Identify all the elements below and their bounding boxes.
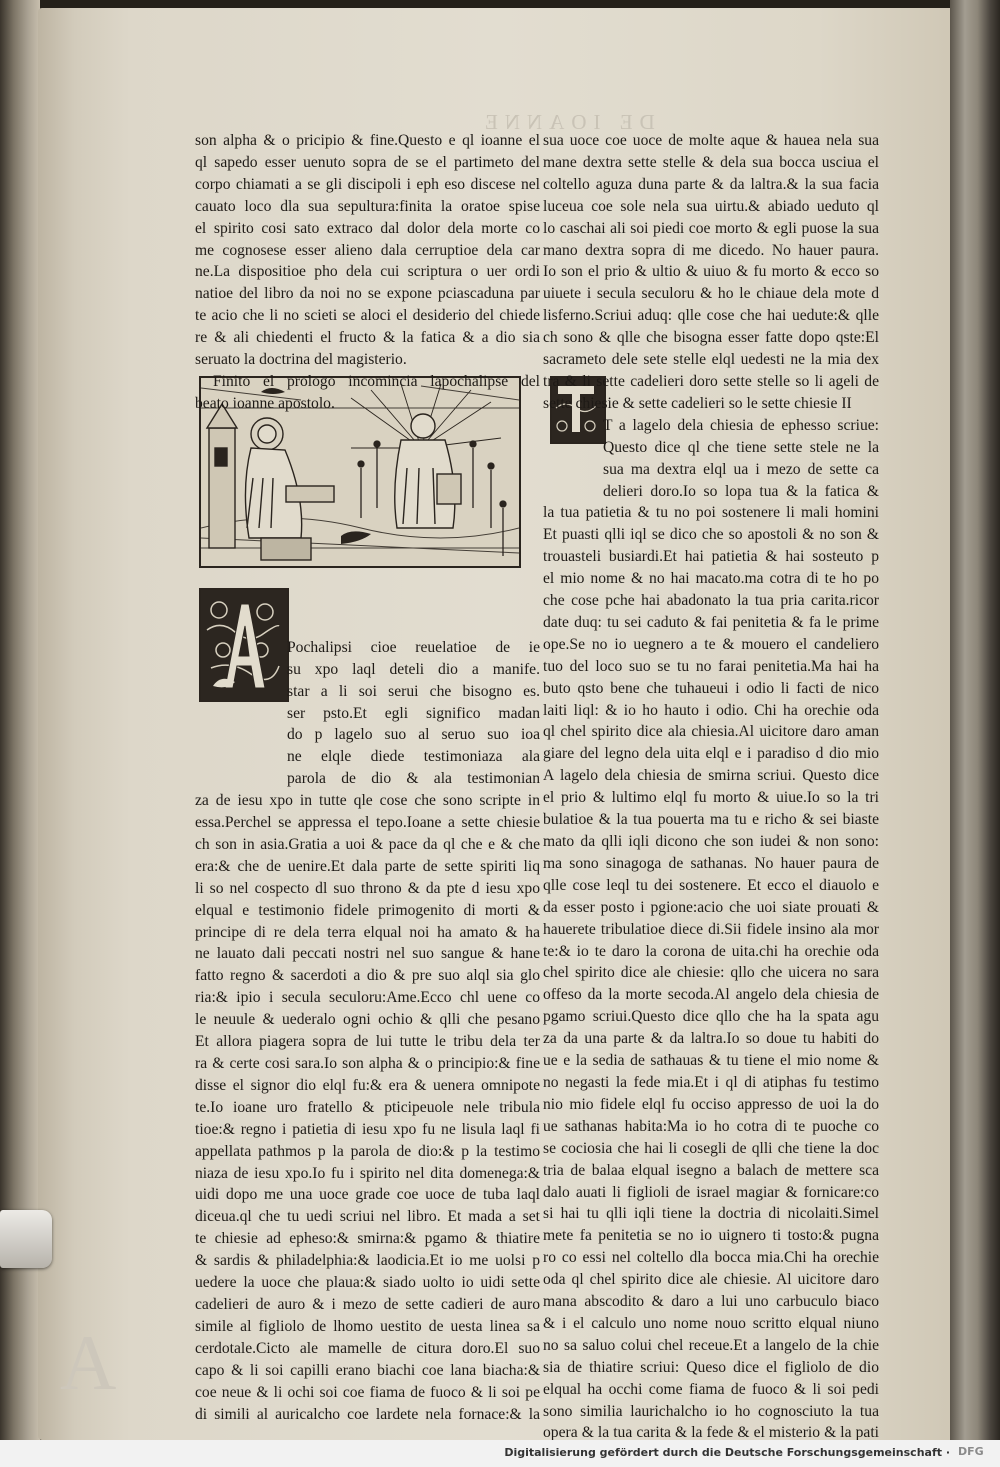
text-line: oda ql chel spirito dice ale chiesie. Al uicitore daro (543, 1271, 879, 1289)
right-body-text (543, 502, 879, 1440)
text-line: da esser posto i pgione:acio che uoi siate prouati & (543, 898, 879, 916)
text-line: se cociosia che hai li cosegli de qlli che tiene la doc (543, 1139, 879, 1157)
text-line: buto qsto bene che tuhaueui i odio li facti de nico (543, 679, 879, 697)
text-line: ue e la sedia de sathauas & tu tiene el mio nome & (543, 1052, 879, 1070)
text-line: ma sono sinagoga de sathanas. No hauer paura de (543, 854, 879, 872)
text-line: ra & certe cosi sara.Io son alpha & o principio:& fine (195, 1055, 540, 1072)
text-line: opera & la tua carita & la fede & el misterio & la pati (543, 1424, 879, 1440)
text-line: sia de thiatire scriui: Queso dice el figliolo de dio (543, 1358, 879, 1376)
text-line: ch son in asia.Gratia a uoi & pace da ql che e & che (195, 835, 540, 853)
text-line: era:& che de uenire.Et dala parte de sette spiriti liq (195, 857, 540, 875)
text-line: niaza de iesu xpo.Io fu i spirito nel dita domenega:& (195, 1164, 540, 1182)
text-line: ne.La dispositioe pho dela cui scriptura o uer ordi (195, 263, 540, 281)
text-line: capo & li soi capilli erano biachi coe lana biacha:& (195, 1361, 540, 1379)
book-gutter-right (950, 0, 1000, 1440)
text-line: za de iesu xpo in tutte qle cose che sono scripte in (195, 792, 540, 810)
text-line: ql chel spirito dice ala chiesia.Al uicitore daro aman (543, 723, 879, 741)
text-line: do p lagelo suo al seruo suo ioa (287, 726, 540, 744)
text-line: disse el signor dio elql fu:& era & uenera omnipote (195, 1076, 540, 1094)
text-line: Et allora piagera sopra de lui tutte le tribu dela ter (195, 1033, 540, 1051)
text-line: ue sathanas habita:Ma io ho cotra di te puoche co (543, 1117, 879, 1135)
text-line: uedere la uoce che plaua:& siado uolto io uidi sette (195, 1274, 540, 1292)
apocalypse-drop-paragraph (195, 637, 540, 790)
text-line: uidi dopo me una uoce grade coe uoce de tuba laql (195, 1186, 540, 1204)
text-line: le neuule & uederalo ogni ochio & qlli che pesano (195, 1011, 540, 1029)
text-line: Finito el prologo incomincia lapochalipse del (213, 372, 540, 390)
right-top-paragraph (543, 130, 879, 415)
text-line: mano dextra sopra di me dicedo. No hauer paura. (543, 241, 879, 259)
text-line: essa.Perchel se appressa el tepo.Ioane a sette chiesie (195, 814, 540, 832)
text-line: ro co essi nel coltello dla bocca mia.Chi ha orechie (543, 1249, 879, 1267)
text-line: mana abscodito & daro a lui uno carbuculo biaco (543, 1293, 879, 1311)
text-line: simile al figliolo de lhomo uestito de uesta linea sa (195, 1317, 540, 1335)
text-line: luceua coe sole nela sua uirtu.& abiado ueduto ql (543, 197, 879, 215)
text-line: Pochalipsi cioe reuelatioe de ie (287, 638, 540, 656)
text-line: bulatioe & la tua pouerta ma tu e richo & sei biaste (543, 811, 879, 829)
page-clip (0, 1210, 52, 1268)
text-line: delieri doro.Io so lopa tua & la fatica & (603, 482, 879, 500)
text-line: cadelieri de auro & i mezo de sette cadieri de auro (195, 1295, 540, 1313)
text-line: fatto regno & sacerdoti a dio & pre suo alql sia glo (195, 967, 540, 985)
text-line: ne lauato dali peccati nostri nel suo sangue & hane (195, 945, 540, 963)
text-line: mete fa penitetia se no io uignero ti tosto:& pugna (543, 1227, 879, 1245)
text-line: parola de dio & ala testimonian (287, 770, 540, 788)
text-line: za da una parte & da laltra.Io so doue tu habiti do (543, 1030, 879, 1048)
text-line: offeso da la morte secoda.Al angelo dela chiesia de (543, 986, 879, 1004)
text-line: elqual ha occhi come fiama de fuoco & li soi pedi (543, 1380, 879, 1398)
text-line: ser psto.Et egli significo madan (287, 704, 540, 722)
left-top-paragraph (195, 130, 540, 371)
text-line: qlle cose leql tu dei sostenere. Et ecco el diauolo e (543, 876, 879, 894)
text-line: natioe del libro da noi no se expone pciascaduna par (195, 285, 540, 303)
dfg-logo-icon: DFG (958, 1445, 984, 1458)
text-line: Et puasti qlli iql se dico che so apostoli & no son & (543, 526, 879, 544)
text-line: tuo del loco suo se tu no farai penitetia.Ma hai ha (543, 657, 879, 675)
text-line: seruato la doctrina del magisterio. (195, 351, 407, 369)
text-line: no negasti la fede mia.Et i ql di atiphas fu testimo (543, 1073, 879, 1091)
left-text-column (195, 130, 540, 1425)
text-line: A lagelo dela chiesia de smirna scriui. Questo dice (543, 767, 879, 785)
text-line: cauato loco dla sua sepultura:finita la oratoe spise (195, 197, 540, 215)
text-line: Io son el prio & ultio & uiuo & fu morto & ecco so (543, 263, 879, 281)
text-line: Questo dice ql che tiene sette stele ne la (603, 438, 879, 456)
text-line: te chiesie ad epheso:& smirna:& pgamo & thiatire (195, 1230, 540, 1248)
text-line: la tua patietia & tu no poi sostenere li mali homini (543, 504, 879, 522)
text-line: li so nel cospecto dl suo throno & da pte d iesu xpo (195, 879, 540, 897)
text-line: beato ioanne apostolo. (195, 394, 335, 412)
text-line: appellata pathmos p la parola de dio:& p la testimo (195, 1142, 540, 1160)
text-line: te acio che li no scieti se aloci el desiderio del chiede (195, 307, 540, 325)
right-text-column (543, 130, 879, 1440)
text-line: & i el calculo uno nome nouo scritto elqual niuno (543, 1314, 879, 1332)
text-line: cerdotale.Cicto ale mamelle de citura doro.El suo (195, 1339, 540, 1357)
text-line: sua ma dextra elql ua i mezo de sette ca (603, 460, 879, 478)
text-line: te.Io ioane uro fratello & pticipeuole nele tribula (195, 1098, 540, 1116)
text-line: son alpha & o pricipio & fine.Questo e ql ioanne el (195, 132, 540, 149)
text-line: chel spirito dice ale chiesie: qllo che uicera no sara (543, 964, 879, 982)
text-line: me cognosese esser alieno dala cerruptioe dela car (195, 241, 540, 259)
text-line: ope.Se no io uegnero a te & mouero el candeliero (543, 635, 879, 653)
text-line: pgamo scriui.Questo dice qllo che ha la spata agu (543, 1008, 879, 1026)
text-line: hauerete tribulatioe diece di.Sii fidele insino ala mor (543, 920, 879, 938)
text-line: sacrameto dele sete stelle elql uedesti ne la mia dex (543, 351, 879, 369)
text-line: nio mio fidele elql fu occiso appresso de uoi la do (543, 1095, 879, 1113)
text-line: corpo chiamati a se gli discipoli i eph eso discese nel (195, 175, 540, 193)
text-line: lo caschai ali soi piedi coe morto & egli puose la sua (543, 219, 879, 237)
text-line: giare del legno dela uita elql e i paradiso d dio mio (543, 745, 879, 763)
funding-credit: Digitalisierung gefördert durch die Deutsche Forschungsgemeinschaft · (504, 1446, 950, 1459)
text-line: re & ali chiedenti el fructo & la fatica & a dio sia (195, 329, 540, 347)
prologue-heading (195, 371, 540, 415)
text-line: si hai tu qlli iqli tiene la doctria di nicolaiti.Simel (543, 1205, 879, 1223)
text-line: sette chiesie & sette cadelieri so le sette chiesie II (543, 394, 852, 412)
text-line: sua uoce coe uoce de molte aque & hauea nela sua (543, 132, 879, 149)
text-line: ch sono & qlle che bisogna esser fatte dopo qste:El (543, 329, 879, 347)
text-line: ne elqle diede testimoniaza ala (287, 748, 540, 766)
text-line: coltello aguza duna parte & da laltra.& la sua facia (543, 175, 879, 193)
funding-footer (0, 1440, 1000, 1467)
text-line: dalo auati li figlioli de israel magiar & fornicare:co (543, 1183, 879, 1201)
text-line: el spirito cosi sato extraco dal dolor dela morte co (195, 219, 540, 237)
text-line: tioe:& regno i patietia di iesu xpo fu ne lisula laql fi (195, 1120, 540, 1138)
text-line: ql sapedo esser uenuto sopra de se el partimeto del (195, 153, 540, 171)
running-head-showthrough: DE IOANNE (478, 110, 655, 134)
text-line: mane dextra sette stelle & dela sua bocca usciua el (543, 153, 879, 171)
text-line: elqual e testimonio fidele primogenito di morti & (195, 901, 540, 919)
text-line: diceua.ql che tu uedi scriui nel libro. Et mada a set (195, 1208, 540, 1226)
text-line: sono similia laurichalcho io ho cognosciuto la tua (543, 1402, 879, 1420)
text-line: mato da qlli iqli dicono che son iudei & non sono: (543, 833, 879, 850)
text-line: che cose pche hai abadonato la tua pria carita.ricor (543, 592, 879, 610)
text-line: star a li soi serui che bisogno es. (287, 682, 540, 700)
text-line: el prio & lultimo elql fu morto & uiue.Io so la tri (543, 789, 879, 807)
text-line: tra & li sette cadelieri doro sette stelle so li ageli de (543, 372, 879, 390)
margin-pencil-mark: A (60, 1319, 117, 1406)
text-line: uiuete i secula seculoru & ho le chiaue dela mote d (543, 285, 879, 303)
text-line: date duq: tu sei caduto & fai penitetia & fa le prime (543, 613, 879, 631)
left-body-text (195, 790, 540, 1425)
woodcut-space (195, 415, 540, 637)
text-line: T a lagelo dela chiesia de ephesso scriue: (603, 416, 879, 434)
text-line: di simili al auricalcho coe lardete nela fornace:& la (195, 1405, 540, 1423)
text-line: te:& io te daro la corona de uita.chi ha orechie oda (543, 942, 879, 960)
text-line: no sa saluo colui chel receue.Et a langelo de la chie (543, 1336, 879, 1354)
text-line: laiti liql: & io ho hauto i odio. Chi ha orechie oda (543, 701, 879, 719)
text-line: el mio nome & no hai macato.ma cotra di te ho po (543, 570, 879, 588)
text-line: principe di re dela terra elqual noi ha amato & ha (195, 923, 540, 941)
text-line: ria:& ipio i secula seculoru:Ame.Ecco chl uene co (195, 989, 540, 1007)
text-line: tria de balaa elqual isegno a balach de mettere sca (543, 1161, 879, 1179)
text-line: lisferno.Scriui aduq: qlle cose che hai uedute:& qlle (543, 307, 879, 325)
ephesus-drop-paragraph (543, 415, 879, 503)
text-line: trouasteli busiardi.Et hai patietia & hai sosteuto p (543, 548, 879, 566)
text-line: su xpo laql deteli dio a manife. (287, 660, 540, 678)
text-line: coe neue & li ochi soi coe fiama de fuoco & li soi pe (195, 1383, 540, 1401)
text-line: & sardis & philadelphia:& laodicia.Et io me uolsi p (195, 1252, 540, 1270)
